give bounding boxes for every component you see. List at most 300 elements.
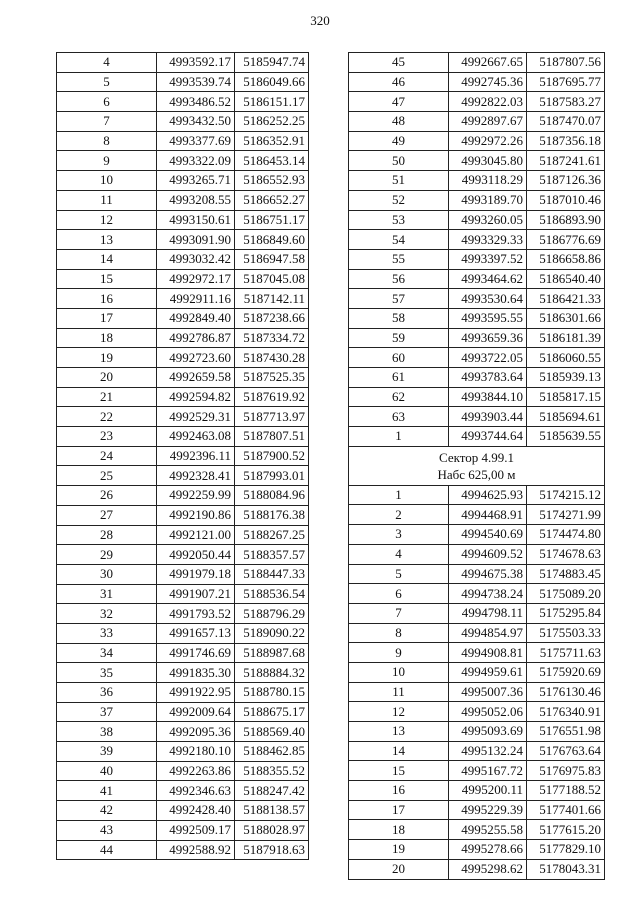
y-coordinate-cell: 5187695.77 bbox=[527, 72, 605, 92]
x-coordinate-cell: 4991979.18 bbox=[157, 564, 235, 584]
x-coordinate-cell: 4994675.38 bbox=[449, 564, 527, 584]
y-coordinate-cell: 5175920.69 bbox=[527, 662, 605, 682]
sector-title: Сектор 4.99.1 bbox=[438, 449, 514, 465]
x-coordinate-cell: 4995298.62 bbox=[449, 859, 527, 879]
x-coordinate-cell: 4993592.17 bbox=[157, 53, 235, 73]
x-coordinate-cell: 4993150.61 bbox=[157, 210, 235, 230]
x-coordinate-cell: 4994908.81 bbox=[449, 643, 527, 663]
x-coordinate-cell: 4995200.11 bbox=[449, 781, 527, 801]
table-row bbox=[349, 662, 605, 682]
table-row bbox=[57, 249, 309, 269]
table-row bbox=[57, 308, 309, 328]
table-row bbox=[349, 230, 605, 250]
y-coordinate-cell: 5185947.74 bbox=[235, 53, 309, 73]
point-number-cell: 22 bbox=[57, 407, 157, 427]
table-row bbox=[349, 72, 605, 92]
table-row bbox=[349, 800, 605, 820]
x-coordinate-cell: 4994959.61 bbox=[449, 662, 527, 682]
table-row bbox=[349, 643, 605, 663]
x-coordinate-cell: 4991907.21 bbox=[157, 584, 235, 604]
point-number-cell: 41 bbox=[57, 781, 157, 801]
point-number-cell: 61 bbox=[349, 368, 449, 388]
x-coordinate-cell: 4991793.52 bbox=[157, 604, 235, 624]
table-row bbox=[57, 171, 309, 191]
point-number-cell: 21 bbox=[57, 387, 157, 407]
x-coordinate-cell: 4993595.55 bbox=[449, 308, 527, 328]
x-coordinate-cell: 4994854.97 bbox=[449, 623, 527, 643]
point-number-cell: 1 bbox=[349, 485, 449, 505]
x-coordinate-cell: 4992972.26 bbox=[449, 131, 527, 151]
y-coordinate-cell: 5188796.29 bbox=[235, 604, 309, 624]
table-row bbox=[349, 92, 605, 112]
table-row bbox=[349, 859, 605, 879]
x-coordinate-cell: 4992588.92 bbox=[157, 840, 235, 860]
x-coordinate-cell: 4993539.74 bbox=[157, 72, 235, 92]
point-number-cell: 36 bbox=[57, 683, 157, 703]
point-number-cell: 14 bbox=[57, 249, 157, 269]
x-coordinate-cell: 4992463.08 bbox=[157, 427, 235, 447]
table-row bbox=[57, 466, 309, 486]
x-coordinate-cell: 4992594.82 bbox=[157, 387, 235, 407]
y-coordinate-cell: 5186453.14 bbox=[235, 151, 309, 171]
x-coordinate-cell: 4993903.44 bbox=[449, 407, 527, 427]
table-row bbox=[57, 761, 309, 781]
point-number-cell: 27 bbox=[57, 505, 157, 525]
point-number-cell: 4 bbox=[57, 53, 157, 73]
table-row bbox=[349, 53, 605, 73]
table-row bbox=[57, 683, 309, 703]
x-coordinate-cell: 4993032.42 bbox=[157, 249, 235, 269]
x-coordinate-cell: 4993844.10 bbox=[449, 387, 527, 407]
y-coordinate-cell: 5188675.17 bbox=[235, 702, 309, 722]
x-coordinate-cell: 4992822.03 bbox=[449, 92, 527, 112]
table-row bbox=[349, 603, 605, 623]
y-coordinate-cell: 5188447.33 bbox=[235, 564, 309, 584]
x-coordinate-cell: 4992723.60 bbox=[157, 348, 235, 368]
point-number-cell: 59 bbox=[349, 328, 449, 348]
y-coordinate-cell: 5187142.11 bbox=[235, 289, 309, 309]
x-coordinate-cell: 4992121.00 bbox=[157, 525, 235, 545]
table-row bbox=[57, 151, 309, 171]
table-row bbox=[57, 702, 309, 722]
y-coordinate-cell: 5176340.91 bbox=[527, 702, 605, 722]
x-coordinate-cell: 4995255.58 bbox=[449, 820, 527, 840]
table-row bbox=[349, 348, 605, 368]
point-number-cell: 26 bbox=[57, 486, 157, 506]
x-coordinate-cell: 4992095.36 bbox=[157, 722, 235, 742]
y-coordinate-cell: 5187807.56 bbox=[527, 53, 605, 73]
x-coordinate-cell: 4992259.99 bbox=[157, 486, 235, 506]
table-row bbox=[57, 112, 309, 132]
table-row bbox=[349, 505, 605, 525]
point-number-cell: 63 bbox=[349, 407, 449, 427]
y-coordinate-cell: 5186849.60 bbox=[235, 230, 309, 250]
point-number-cell: 6 bbox=[349, 584, 449, 604]
table-row bbox=[349, 151, 605, 171]
y-coordinate-cell: 5186060.55 bbox=[527, 348, 605, 368]
page-number: 320 bbox=[310, 13, 330, 28]
point-number-cell: 32 bbox=[57, 604, 157, 624]
point-number-cell: 30 bbox=[57, 564, 157, 584]
point-number-cell: 51 bbox=[349, 171, 449, 191]
table-row bbox=[349, 269, 605, 289]
y-coordinate-cell: 5186301.66 bbox=[527, 308, 605, 328]
y-coordinate-cell: 5185694.61 bbox=[527, 407, 605, 427]
point-number-cell: 54 bbox=[349, 230, 449, 250]
point-number-cell: 50 bbox=[349, 151, 449, 171]
point-number-cell: 20 bbox=[57, 368, 157, 388]
point-number-cell: 37 bbox=[57, 702, 157, 722]
table-row bbox=[57, 623, 309, 643]
point-number-cell: 11 bbox=[349, 682, 449, 702]
y-coordinate-cell: 5186893.90 bbox=[527, 210, 605, 230]
point-number-cell: 24 bbox=[57, 446, 157, 466]
y-coordinate-cell: 5174215.12 bbox=[527, 485, 605, 505]
point-number-cell: 62 bbox=[349, 387, 449, 407]
point-number-cell: 19 bbox=[349, 840, 449, 860]
x-coordinate-cell: 4992263.86 bbox=[157, 761, 235, 781]
y-coordinate-cell: 5186776.69 bbox=[527, 230, 605, 250]
point-number-cell: 12 bbox=[57, 210, 157, 230]
table-row bbox=[349, 702, 605, 722]
y-coordinate-cell: 5188462.85 bbox=[235, 742, 309, 762]
x-coordinate-cell: 4993045.80 bbox=[449, 151, 527, 171]
table-row bbox=[57, 545, 309, 565]
x-coordinate-cell: 4992529.31 bbox=[157, 407, 235, 427]
table-row bbox=[57, 663, 309, 683]
table-row bbox=[57, 348, 309, 368]
y-coordinate-cell: 5174271.99 bbox=[527, 505, 605, 525]
table-row bbox=[57, 525, 309, 545]
table-row bbox=[349, 308, 605, 328]
table-row bbox=[57, 387, 309, 407]
table-row bbox=[57, 72, 309, 92]
point-number-cell: 13 bbox=[349, 722, 449, 742]
point-number-cell: 3 bbox=[349, 525, 449, 545]
x-coordinate-cell: 4994540.69 bbox=[449, 525, 527, 545]
y-coordinate-cell: 5174678.63 bbox=[527, 544, 605, 564]
x-coordinate-cell: 4991922.95 bbox=[157, 683, 235, 703]
x-coordinate-cell: 4993397.52 bbox=[449, 249, 527, 269]
point-number-cell: 10 bbox=[57, 171, 157, 191]
point-number-cell: 7 bbox=[349, 603, 449, 623]
point-number-cell: 40 bbox=[57, 761, 157, 781]
table-row bbox=[349, 584, 605, 604]
table-row bbox=[57, 328, 309, 348]
table-row bbox=[349, 427, 605, 447]
point-number-cell: 16 bbox=[57, 289, 157, 309]
y-coordinate-cell: 5189090.22 bbox=[235, 623, 309, 643]
point-number-cell: 14 bbox=[349, 741, 449, 761]
table-row bbox=[57, 801, 309, 821]
point-number-cell: 19 bbox=[57, 348, 157, 368]
y-coordinate-cell: 5177188.52 bbox=[527, 781, 605, 801]
point-number-cell: 44 bbox=[57, 840, 157, 860]
point-number-cell: 17 bbox=[57, 308, 157, 328]
point-number-cell: 4 bbox=[349, 544, 449, 564]
x-coordinate-cell: 4992428.40 bbox=[157, 801, 235, 821]
point-number-cell: 5 bbox=[57, 72, 157, 92]
table-row bbox=[57, 505, 309, 525]
y-coordinate-cell: 5188138.57 bbox=[235, 801, 309, 821]
x-coordinate-cell: 4992849.40 bbox=[157, 308, 235, 328]
x-coordinate-cell: 4991835.30 bbox=[157, 663, 235, 683]
x-coordinate-cell: 4992009.64 bbox=[157, 702, 235, 722]
x-coordinate-cell: 4994625.93 bbox=[449, 485, 527, 505]
y-coordinate-cell: 5187045.08 bbox=[235, 269, 309, 289]
x-coordinate-cell: 4992786.87 bbox=[157, 328, 235, 348]
table-row bbox=[57, 722, 309, 742]
x-coordinate-cell: 4993118.29 bbox=[449, 171, 527, 191]
point-number-cell: 42 bbox=[57, 801, 157, 821]
point-number-cell: 15 bbox=[57, 269, 157, 289]
table-row bbox=[349, 387, 605, 407]
table-row bbox=[349, 682, 605, 702]
y-coordinate-cell: 5188357.57 bbox=[235, 545, 309, 565]
table-row bbox=[349, 328, 605, 348]
table-row bbox=[57, 269, 309, 289]
y-coordinate-cell: 5188247.42 bbox=[235, 781, 309, 801]
table-row bbox=[57, 742, 309, 762]
x-coordinate-cell: 4992667.65 bbox=[449, 53, 527, 73]
x-coordinate-cell: 4995007.36 bbox=[449, 682, 527, 702]
y-coordinate-cell: 5187430.28 bbox=[235, 348, 309, 368]
table-row bbox=[57, 368, 309, 388]
y-coordinate-cell: 5187010.46 bbox=[527, 190, 605, 210]
y-coordinate-cell: 5188780.15 bbox=[235, 683, 309, 703]
y-coordinate-cell: 5176975.83 bbox=[527, 761, 605, 781]
point-number-cell: 29 bbox=[57, 545, 157, 565]
point-number-cell: 55 bbox=[349, 249, 449, 269]
coordinates-table-left bbox=[56, 52, 309, 860]
x-coordinate-cell: 4995167.72 bbox=[449, 761, 527, 781]
table-row bbox=[57, 230, 309, 250]
x-coordinate-cell: 4993265.71 bbox=[157, 171, 235, 191]
point-number-cell: 49 bbox=[349, 131, 449, 151]
table-row bbox=[349, 840, 605, 860]
y-coordinate-cell: 5186151.17 bbox=[235, 92, 309, 112]
point-number-cell: 58 bbox=[349, 308, 449, 328]
point-number-cell: 8 bbox=[57, 131, 157, 151]
point-number-cell: 12 bbox=[349, 702, 449, 722]
point-number-cell: 46 bbox=[349, 72, 449, 92]
y-coordinate-cell: 5186751.17 bbox=[235, 210, 309, 230]
y-coordinate-cell: 5187900.52 bbox=[235, 446, 309, 466]
point-number-cell: 17 bbox=[349, 800, 449, 820]
table-row bbox=[349, 820, 605, 840]
point-number-cell: 23 bbox=[57, 427, 157, 447]
table-row bbox=[349, 485, 605, 505]
table-row bbox=[349, 525, 605, 545]
x-coordinate-cell: 4992911.16 bbox=[157, 289, 235, 309]
point-number-cell: 25 bbox=[57, 466, 157, 486]
x-coordinate-cell: 4993659.36 bbox=[449, 328, 527, 348]
y-coordinate-cell: 5188355.52 bbox=[235, 761, 309, 781]
point-number-cell: 31 bbox=[57, 584, 157, 604]
table-row bbox=[57, 289, 309, 309]
table-row bbox=[349, 544, 605, 564]
table-row bbox=[57, 53, 309, 73]
x-coordinate-cell: 4993530.64 bbox=[449, 289, 527, 309]
x-coordinate-cell: 4993322.09 bbox=[157, 151, 235, 171]
point-number-cell: 18 bbox=[349, 820, 449, 840]
table-row bbox=[349, 761, 605, 781]
y-coordinate-cell: 5186947.58 bbox=[235, 249, 309, 269]
table-row bbox=[349, 741, 605, 761]
point-number-cell: 11 bbox=[57, 190, 157, 210]
y-coordinate-cell: 5187334.72 bbox=[235, 328, 309, 348]
x-coordinate-cell: 4993091.90 bbox=[157, 230, 235, 250]
point-number-cell: 7 bbox=[57, 112, 157, 132]
point-number-cell: 57 bbox=[349, 289, 449, 309]
point-number-cell: 20 bbox=[349, 859, 449, 879]
point-number-cell: 10 bbox=[349, 662, 449, 682]
table-row bbox=[57, 446, 309, 466]
x-coordinate-cell: 4995052.06 bbox=[449, 702, 527, 722]
y-coordinate-cell: 5188569.40 bbox=[235, 722, 309, 742]
table-row bbox=[349, 131, 605, 151]
y-coordinate-cell: 5175503.33 bbox=[527, 623, 605, 643]
table-row bbox=[57, 407, 309, 427]
x-coordinate-cell: 4993208.55 bbox=[157, 190, 235, 210]
point-number-cell: 35 bbox=[57, 663, 157, 683]
x-coordinate-cell: 4994738.24 bbox=[449, 584, 527, 604]
y-coordinate-cell: 5187238.66 bbox=[235, 308, 309, 328]
point-number-cell: 43 bbox=[57, 820, 157, 840]
y-coordinate-cell: 5176763.64 bbox=[527, 741, 605, 761]
table-row bbox=[57, 643, 309, 663]
table-row bbox=[349, 210, 605, 230]
table-row bbox=[349, 249, 605, 269]
x-coordinate-cell: 4992190.86 bbox=[157, 505, 235, 525]
y-coordinate-cell: 5188987.68 bbox=[235, 643, 309, 663]
table-row bbox=[57, 131, 309, 151]
y-coordinate-cell: 5188884.32 bbox=[235, 663, 309, 683]
point-number-cell: 39 bbox=[57, 742, 157, 762]
y-coordinate-cell: 5187470.07 bbox=[527, 112, 605, 132]
point-number-cell: 13 bbox=[57, 230, 157, 250]
point-number-cell: 9 bbox=[57, 151, 157, 171]
y-coordinate-cell: 5175089.20 bbox=[527, 584, 605, 604]
point-number-cell: 28 bbox=[57, 525, 157, 545]
table-row bbox=[57, 584, 309, 604]
x-coordinate-cell: 4991746.69 bbox=[157, 643, 235, 663]
y-coordinate-cell: 5187356.18 bbox=[527, 131, 605, 151]
x-coordinate-cell: 4993432.50 bbox=[157, 112, 235, 132]
y-coordinate-cell: 5176551.98 bbox=[527, 722, 605, 742]
point-number-cell: 1 bbox=[349, 427, 449, 447]
x-coordinate-cell: 4993189.70 bbox=[449, 190, 527, 210]
y-coordinate-cell: 5187807.51 bbox=[235, 427, 309, 447]
table-row bbox=[349, 190, 605, 210]
x-coordinate-cell: 4992050.44 bbox=[157, 545, 235, 565]
table-row bbox=[57, 564, 309, 584]
y-coordinate-cell: 5175711.63 bbox=[527, 643, 605, 663]
table-row bbox=[349, 407, 605, 427]
y-coordinate-cell: 5187583.27 bbox=[527, 92, 605, 112]
x-coordinate-cell: 4994468.91 bbox=[449, 505, 527, 525]
x-coordinate-cell: 4993486.52 bbox=[157, 92, 235, 112]
point-number-cell: 52 bbox=[349, 190, 449, 210]
x-coordinate-cell: 4994609.52 bbox=[449, 544, 527, 564]
x-coordinate-cell: 4993464.62 bbox=[449, 269, 527, 289]
point-number-cell: 9 bbox=[349, 643, 449, 663]
y-coordinate-cell: 5174883.45 bbox=[527, 564, 605, 584]
point-number-cell: 45 bbox=[349, 53, 449, 73]
y-coordinate-cell: 5185939.13 bbox=[527, 368, 605, 388]
x-coordinate-cell: 4995278.66 bbox=[449, 840, 527, 860]
y-coordinate-cell: 5187525.35 bbox=[235, 368, 309, 388]
point-number-cell: 53 bbox=[349, 210, 449, 230]
point-number-cell: 16 bbox=[349, 781, 449, 801]
y-coordinate-cell: 5174474.80 bbox=[527, 525, 605, 545]
table-row bbox=[57, 92, 309, 112]
table-row bbox=[57, 190, 309, 210]
x-coordinate-cell: 4995229.39 bbox=[449, 800, 527, 820]
x-coordinate-cell: 4993744.64 bbox=[449, 427, 527, 447]
table-row bbox=[349, 289, 605, 309]
y-coordinate-cell: 5186652.27 bbox=[235, 190, 309, 210]
sector-header-row bbox=[349, 446, 605, 485]
x-coordinate-cell: 4995132.24 bbox=[449, 741, 527, 761]
y-coordinate-cell: 5187918.63 bbox=[235, 840, 309, 860]
point-number-cell: 48 bbox=[349, 112, 449, 132]
table-row bbox=[349, 112, 605, 132]
point-number-cell: 47 bbox=[349, 92, 449, 112]
x-coordinate-cell: 4995093.69 bbox=[449, 722, 527, 742]
x-coordinate-cell: 4993722.05 bbox=[449, 348, 527, 368]
y-coordinate-cell: 5188084.96 bbox=[235, 486, 309, 506]
table-row bbox=[57, 427, 309, 447]
y-coordinate-cell: 5188028.97 bbox=[235, 820, 309, 840]
y-coordinate-cell: 5186540.40 bbox=[527, 269, 605, 289]
coordinates-table-right bbox=[348, 52, 605, 880]
x-coordinate-cell: 4993783.64 bbox=[449, 368, 527, 388]
point-number-cell: 15 bbox=[349, 761, 449, 781]
x-coordinate-cell: 4993260.05 bbox=[449, 210, 527, 230]
x-coordinate-cell: 4991657.13 bbox=[157, 623, 235, 643]
point-number-cell: 33 bbox=[57, 623, 157, 643]
y-coordinate-cell: 5185817.15 bbox=[527, 387, 605, 407]
point-number-cell: 8 bbox=[349, 623, 449, 643]
x-coordinate-cell: 4992745.36 bbox=[449, 72, 527, 92]
point-number-cell: 5 bbox=[349, 564, 449, 584]
table-row bbox=[349, 623, 605, 643]
sector-header bbox=[349, 446, 605, 485]
x-coordinate-cell: 4993377.69 bbox=[157, 131, 235, 151]
y-coordinate-cell: 5188176.38 bbox=[235, 505, 309, 525]
y-coordinate-cell: 5188267.25 bbox=[235, 525, 309, 545]
y-coordinate-cell: 5186181.39 bbox=[527, 328, 605, 348]
x-coordinate-cell: 4992972.17 bbox=[157, 269, 235, 289]
y-coordinate-cell: 5187619.92 bbox=[235, 387, 309, 407]
y-coordinate-cell: 5188536.54 bbox=[235, 584, 309, 604]
y-coordinate-cell: 5186252.25 bbox=[235, 112, 309, 132]
y-coordinate-cell: 5187713.97 bbox=[235, 407, 309, 427]
y-coordinate-cell: 5186352.91 bbox=[235, 131, 309, 151]
point-number-cell: 38 bbox=[57, 722, 157, 742]
table-row bbox=[57, 781, 309, 801]
y-coordinate-cell: 5185639.55 bbox=[527, 427, 605, 447]
table-row bbox=[349, 722, 605, 742]
y-coordinate-cell: 5186049.66 bbox=[235, 72, 309, 92]
table-row bbox=[349, 171, 605, 191]
x-coordinate-cell: 4992509.17 bbox=[157, 820, 235, 840]
table-row bbox=[57, 210, 309, 230]
table-row bbox=[349, 781, 605, 801]
table-row bbox=[349, 564, 605, 584]
point-number-cell: 18 bbox=[57, 328, 157, 348]
